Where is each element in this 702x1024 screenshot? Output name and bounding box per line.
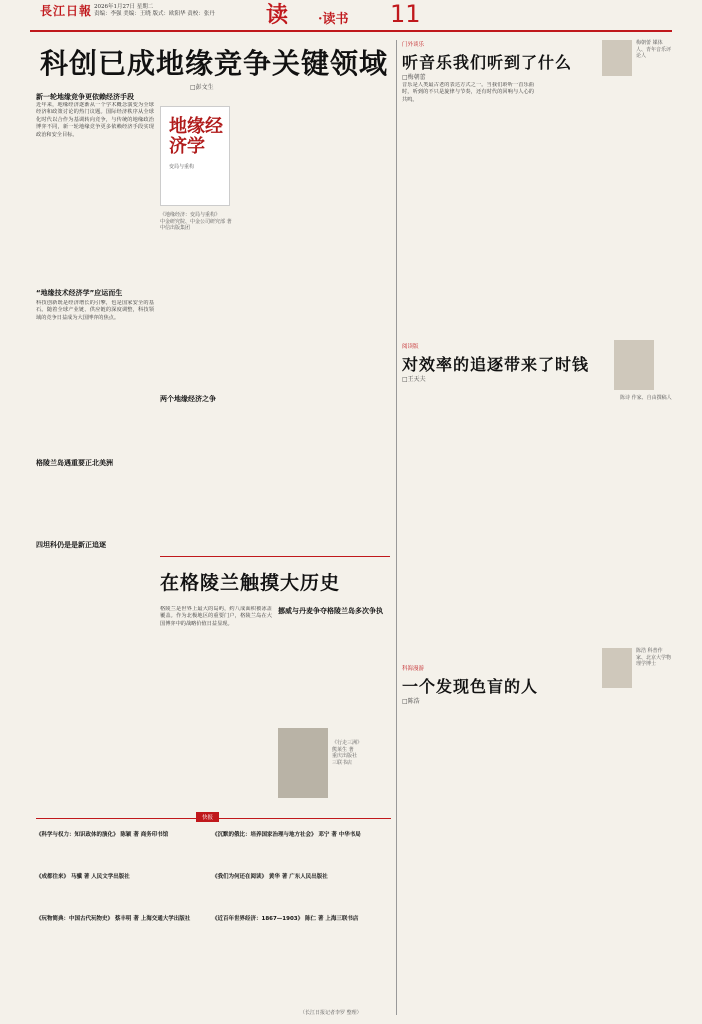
right-title-1: 听音乐我们听到了什么 [402,53,573,72]
portrait-3 [602,648,632,688]
sec2-para-1: 格陵兰是世界上最大的岛屿，约八成面积被冰盖覆盖。作为北极地区的重要门户，格陵兰岛在大国博弈中的战略价值日益显现。 [160,606,272,627]
masthead-logo: 長江日報 [40,4,93,18]
main-body-col1 [36,102,154,282]
masthead-rule [30,30,672,32]
main-body-col3 [276,92,386,522]
quickread-book: 《成都往来》 马骥 著 人民文学出版社 [36,874,130,880]
quickread-right-col [212,830,390,922]
main-subhead-4: 四坦科仍是是新正追逐 [36,541,106,549]
right-title-2: 对效率的追逐带来了时钱 [402,355,590,374]
right-title-3: 一个发现色盲的人 [402,677,539,696]
right-author-3: □陈浩 [402,698,420,705]
quickread-book: 《玩物简典：中国古代玩物史》 蔡丰明 著 上海交通大学出版社 [36,916,191,922]
sec2-subhead: 挪威与丹麦争夺格陵兰岛多次争执 [278,607,383,615]
quickread-label: 快报 [196,812,219,822]
right-body-1a [402,82,534,322]
main-subhead-1: 新一轮地缘竞争更依赖经济手段 [36,93,134,101]
right-body-3a [402,706,534,1006]
masthead-date [94,4,215,18]
sec2-book-caption: 《行走三洲》 熊莱生 著 重庆出版社 三联书店 [332,740,363,766]
portrait-3-caption: 陈浩 科普作家、北京大学物理学博士 [636,648,672,667]
right-body-2a [402,384,534,634]
main-body-col1b [36,300,154,450]
book-cover-subtitle: 变局与重构 [169,164,195,170]
editor-credits: 责编：李强 美编：王晓 版式：欧阳华 责校：张丹 [94,11,215,17]
sec2-headline: 在格陵兰触摸大历史 [160,572,341,594]
right-label-3: 科海漫游 [402,666,425,672]
portrait-1-caption: 梅朝蕾 媒体人、青年音乐评论人 [636,40,672,59]
right-body-2b [540,420,672,634]
right-body-1b [540,82,672,322]
main-para-2: 科技创新既是经济增长的引擎，也是国家安全的基石。随着全球产业链、供应链的深度调整，科技领域的竞争日益成为大国博弈的焦点。 [36,300,154,321]
book-caption: 《地缘经济：变局与重构》 中金研究院、中金公司研究部 著 中信出版集团 [160,212,232,231]
issue-date: 2026年1月27日 星期二 [94,4,154,10]
section-name: ·读书 [318,12,349,27]
right-author-2: □王天夫 [402,376,426,383]
main-body-col2 [160,232,270,542]
right-author-1: □梅朝蕾 [402,74,426,81]
quickread-book: 《科学与权力：知识政体的演化》 陈颖 著 商务印书馆 [36,832,169,838]
sec2-body-col1 [160,606,272,806]
quickread-source: （长江日报记者李罗 整理） [300,1010,362,1016]
right-para: 音乐是人类最古老的表达方式之一。当我们聆听一首乐曲时，听到的不只是旋律与节奏，还有时代的回响与人心的共鸣。 [402,82,534,103]
portrait-1 [602,40,632,76]
quickread-left-col [36,830,206,922]
book-cover-title: 地缘经济学 [169,116,223,157]
main-para-1: 近年来，地缘经济逐渐从一个学术概念演变为全球经济和政策讨论的热门议题。国际经济秩序从全球化时代以合作为基调转向竞争，与传统的地缘政治博弈不同，新一轮地缘竞争更多依赖经济手段实现政治和安全目标。 [36,102,154,138]
main-byline: □彭文生 [190,84,214,91]
column-rule [396,40,397,1015]
quickread-book: 《近百年世界经济：1867—1903》 陈仁 著 上海三联书店 [212,916,359,922]
article-divider [160,556,390,557]
section-logo-char: 读 [266,2,289,28]
right-label-1: 门外谈乐 [402,42,425,48]
quickread-book: 《沉默的俄比：培养国家治理与地方社会》 邓宁 著 中华书局 [212,832,361,838]
section-logo [266,2,314,28]
portrait-2-caption: 陈诗 作家、自由撰稿人 [620,395,672,401]
main-body-col1c [36,468,154,538]
sec2-book-cover [278,728,328,798]
brief-area-left [36,586,154,816]
main-subhead-5: 两个地缘经济之争 [160,395,216,403]
book-cover [160,106,230,206]
right-label-2: 阅读版 [402,344,419,350]
right-body-3b [540,706,672,1006]
page-number: 11 [390,0,421,28]
main-headline: 科创已成地缘竞争关键领域 [40,47,389,80]
quickread-book: 《我们为何还在阅读》 黄华 著 广东人民出版社 [212,874,328,880]
main-subhead-3: 格陵兰岛遇重要正北美洲 [36,459,113,467]
main-subhead-2: “地缘技术经济学”应运而生 [36,289,123,297]
portrait-2 [614,340,654,390]
